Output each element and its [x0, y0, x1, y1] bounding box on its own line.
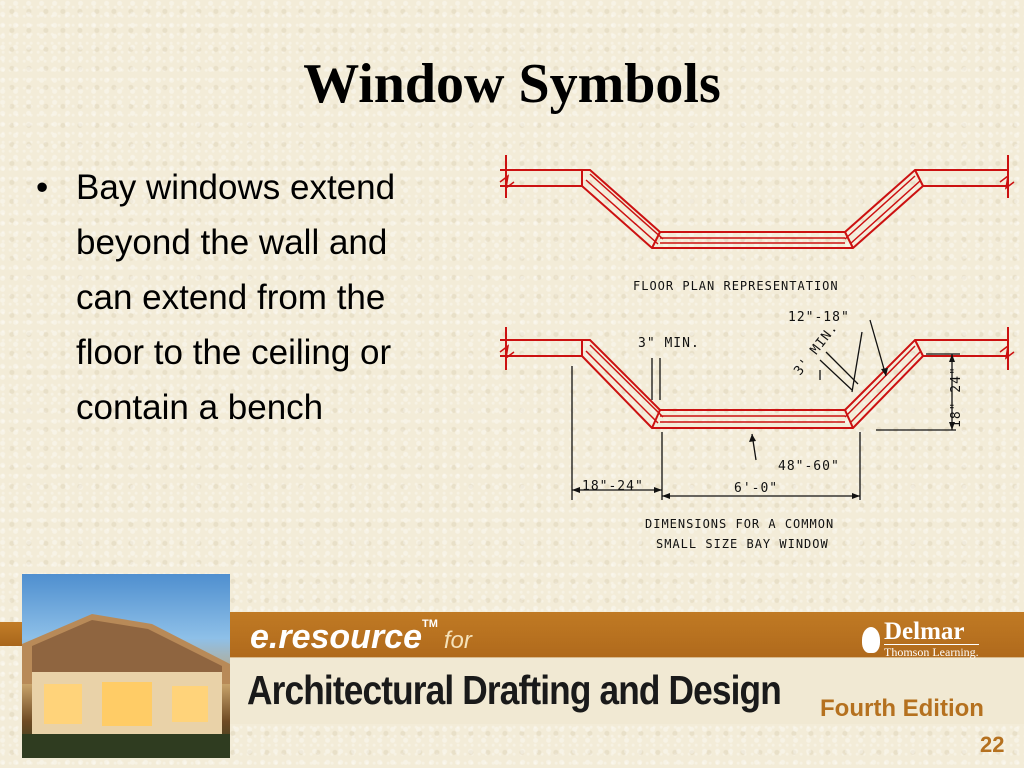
bullet-line-4: floor to the ceiling or: [76, 333, 392, 372]
label-total-width: 6'-0": [734, 481, 779, 496]
slide-title: Window Symbols: [303, 53, 721, 115]
bullet-line-1: Bay windows extend: [76, 168, 396, 207]
eresource-logo: [250, 618, 472, 657]
bullet-line-3: can extend from the: [76, 278, 386, 317]
label-side-width: 18"-24": [582, 479, 644, 494]
book-title: Architectural Drafting and Design: [247, 667, 781, 713]
house-photo: [22, 574, 230, 758]
bottom-bay-window-plan: [500, 327, 1014, 428]
publisher-banner: [0, 570, 1024, 768]
page-number: 22: [980, 732, 1005, 757]
label-diag-min: 3' MIN.: [791, 320, 842, 379]
label-3in-min: 3" MIN.: [638, 336, 700, 351]
eresource-for: for: [443, 627, 472, 654]
bay-window-diagram: [490, 140, 1024, 570]
bullet-item: [30, 160, 500, 435]
label-angle-size: 12"-18": [788, 310, 850, 325]
delmar-name: Delmar: [884, 618, 965, 645]
delmar-subtitle: Thomson Learning.: [884, 645, 979, 659]
caption-dimensions-2: SMALL SIZE BAY WINDOW: [656, 537, 829, 551]
eresource-brand: e.resource: [250, 618, 422, 656]
trademark-mark: TM: [422, 618, 438, 630]
label-depth: 18" 24": [949, 366, 964, 428]
house-illustration: [22, 574, 230, 758]
top-bay-window-plan: [500, 155, 1014, 248]
caption-floor-plan: FLOOR PLAN REPRESENTATION: [633, 279, 839, 293]
bullet-dot-icon: •: [36, 168, 49, 207]
bullet-line-5: contain a bench: [76, 388, 324, 427]
label-center-width: 48"-60": [778, 459, 840, 474]
delmar-logo: [862, 620, 979, 659]
delmar-flame-icon: [862, 627, 880, 653]
book-edition: Fourth Edition: [820, 695, 984, 722]
bullet-list: [30, 160, 500, 435]
bullet-line-2: beyond the wall and: [76, 223, 388, 262]
caption-dimensions-1: DIMENSIONS FOR A COMMON: [645, 517, 835, 531]
